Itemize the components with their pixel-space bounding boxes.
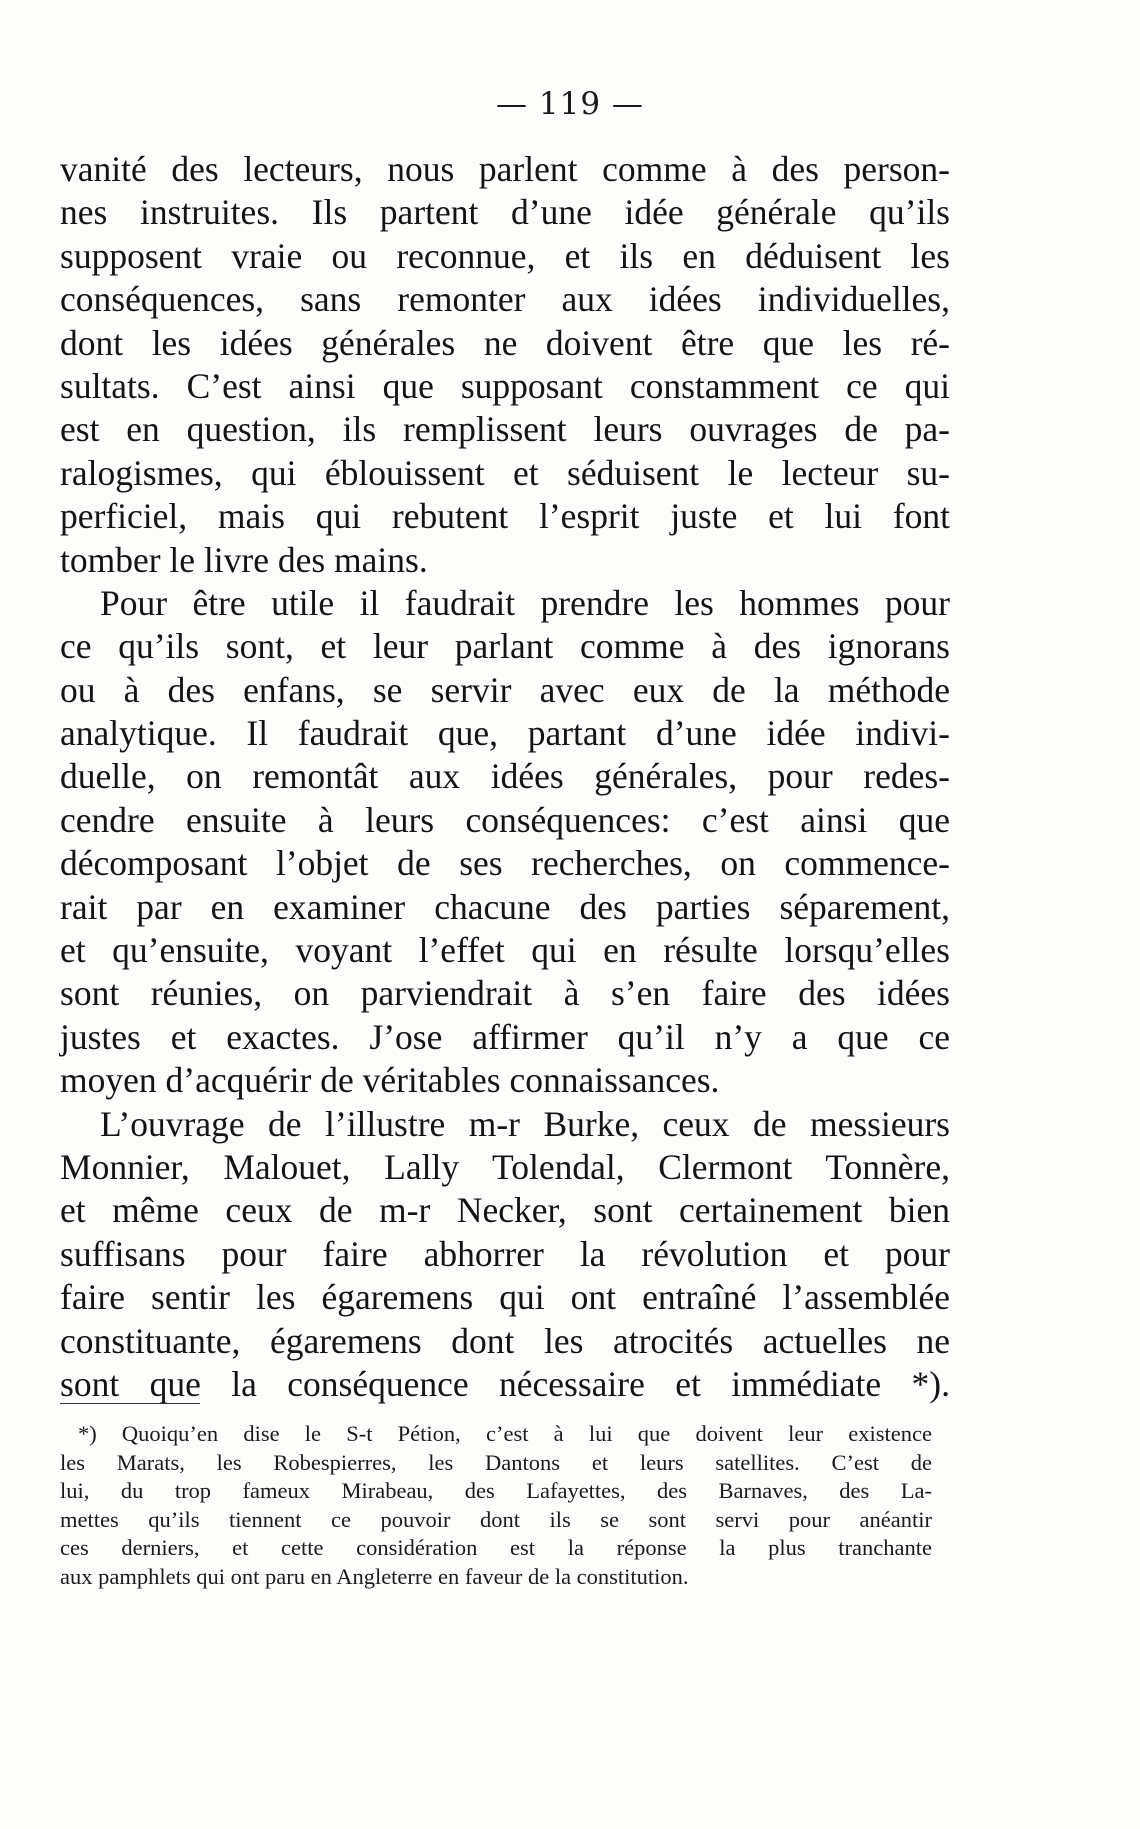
text-line: analytique. Il faudrait que, partant d’une idée indivi- xyxy=(60,713,950,754)
text-line: sultats. C’est ainsi que supposant constamment ce qui xyxy=(60,365,950,406)
footnote xyxy=(60,1420,932,1591)
text-line: justes et exactes. J’ose affirmer qu’il n’y a que ce xyxy=(60,1016,950,1057)
text-line: duelle, on remontât aux idées générales, pour redes- xyxy=(60,756,950,797)
text-line: supposent vraie ou reconnue, et ils en déduisent les xyxy=(60,235,950,276)
text-line: rait par en examiner chacune des parties séparement, xyxy=(60,886,950,927)
text-line: est en question, ils remplissent leurs ouvrages de pa- xyxy=(60,409,950,450)
body-text xyxy=(60,148,950,1406)
text-line: cendre ensuite à leurs conséquences: c’est ainsi que xyxy=(60,799,950,840)
text-line: nes instruites. Ils partent d’une idée générale qu’ils xyxy=(60,192,950,233)
text-line: sont que la conséquence nécessaire et immédiate *). xyxy=(60,1363,950,1404)
text-line: décomposant l’objet de ses recherches, on commence- xyxy=(60,843,950,884)
text-line: ou à des enfans, se servir avec eux de la méthode xyxy=(60,669,950,710)
footnote-line: aux pamphlets qui ont paru en Angleterre en faveur de la constitution. xyxy=(60,1563,689,1589)
text-line: perficiel, mais qui rebutent l’esprit juste et lui font xyxy=(60,496,950,537)
text-line: moyen d’acquérir de véritables connaissances. xyxy=(60,1060,720,1101)
text-line: faire sentir les égaremens qui ont entraîné l’assemblée xyxy=(60,1277,950,1318)
text-line: sont réunies, on parviendrait à s’en faire des idées xyxy=(60,973,950,1014)
text-line: conséquences, sans remonter aux idées individuelles, xyxy=(60,279,950,320)
text-line: vanité des lecteurs, nous parlent comme à des person- xyxy=(60,149,950,189)
text-line: Pour être utile il faudrait prendre les hommes pour xyxy=(100,582,950,623)
text-line: et qu’ensuite, voyant l’effet qui en résulte lorsqu’elles xyxy=(60,930,950,971)
footnote-line: les Marats, les Robespierres, les Dantons et leurs satellites. C’est de xyxy=(60,1449,932,1475)
footnote-line: *) Quoiqu’en dise le S-t Pétion, c’est à lui que doivent leur existence xyxy=(78,1421,932,1446)
text-line: suffisans pour faire abhorrer la révolution et pour xyxy=(60,1233,950,1274)
text-line: tomber le livre des mains. xyxy=(60,539,428,580)
text-line: ralogismes, qui éblouissent et séduisent le lecteur su- xyxy=(60,452,950,493)
text-line: constituante, égaremens dont les atrocités actuelles ne xyxy=(60,1320,950,1361)
text-line: dont les idées générales ne doivent être que les ré- xyxy=(60,322,950,363)
text-line: Monnier, Malouet, Lally Tolendal, Clermont Tonnère, xyxy=(60,1146,950,1187)
footnote-line: ces derniers, et cette considération est la réponse la plus tranchante xyxy=(60,1535,932,1560)
footnote-divider xyxy=(60,1403,200,1404)
footnote-line: mettes qu’ils tiennent ce pouvoir dont ils se sont servi pour anéantir xyxy=(60,1506,932,1532)
text-line: ce qu’ils sont, et leur parlant comme à des ignorans xyxy=(60,626,950,667)
footnote-line: lui, du trop fameux Mirabeau, des Lafayettes, des Barnaves, des La- xyxy=(60,1478,932,1503)
page-number: — 119 — xyxy=(496,86,644,122)
text-line: et même ceux de m-r Necker, sont certainement bien xyxy=(60,1190,950,1231)
text-line: L’ouvrage de l’illustre m-r Burke, ceux de messieurs xyxy=(100,1103,950,1144)
